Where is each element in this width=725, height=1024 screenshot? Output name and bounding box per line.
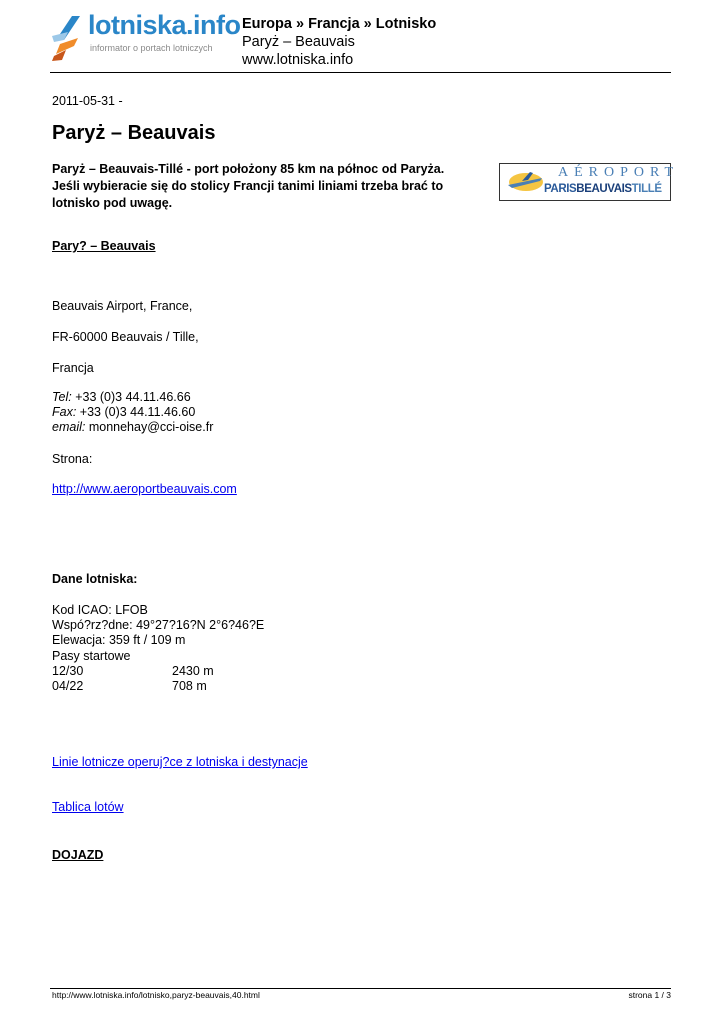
header-site: www.lotniska.info bbox=[242, 52, 354, 68]
runways-label: Pasy startowe bbox=[52, 649, 131, 663]
badge-top-text: AÉROPORT bbox=[558, 165, 680, 180]
airport-badge-image bbox=[499, 163, 680, 201]
publish-date: 2011-05-31 - bbox=[52, 94, 123, 108]
page-title: Paryż – Beauvais bbox=[52, 122, 216, 144]
airlines-link[interactable]: Linie lotnicze operuj?ce z lotniska i destynacje bbox=[52, 755, 308, 769]
address-line-1: Beauvais Airport, France, bbox=[52, 299, 193, 313]
runway-length: 708 m bbox=[172, 679, 207, 693]
breadcrumb: Europa » Francja » Lotnisko bbox=[242, 16, 437, 32]
coordinates: Wspó?rz?dne: 49°27?16?N 2°6?46?E bbox=[52, 618, 265, 632]
plane-logo-icon bbox=[50, 14, 84, 62]
intro-text: Paryż – Beauvais-Tillé - port położony 85 km na północ od Paryża. Jeśli wybieracie się do stolicy Francji tanimi liniami trzeba brać to lotnisko pod uwagę. bbox=[52, 162, 445, 210]
badge-bottom-text bbox=[544, 183, 662, 195]
badge-paris: PARIS bbox=[544, 183, 577, 195]
logo-wordmark: lotniska.info bbox=[88, 10, 241, 40]
contact-tel bbox=[52, 390, 191, 406]
runway-name: 04/22 bbox=[52, 679, 84, 693]
runway-name: 12/30 bbox=[52, 664, 84, 678]
runway-row bbox=[52, 679, 252, 695]
badge-beauvais: BEAUVAIS bbox=[576, 183, 632, 195]
page-header bbox=[242, 15, 436, 69]
footer-url: http://www.lotniska.info/lotnisko,paryz-beauvais,40.html bbox=[52, 990, 260, 1000]
plane-icon bbox=[504, 167, 546, 197]
contact-email bbox=[52, 420, 213, 436]
dojazd-heading: DOJAZD bbox=[52, 848, 104, 862]
runway-length: 2430 m bbox=[172, 664, 214, 678]
badge-tille: TILLÉ bbox=[631, 183, 662, 195]
site-logo[interactable] bbox=[50, 10, 241, 62]
website-label: Strona: bbox=[52, 452, 93, 466]
header-subtitle: Paryż – Beauvais bbox=[242, 34, 355, 50]
website-link[interactable]: http://www.aeroportbeauvais.com bbox=[52, 482, 237, 496]
header-divider bbox=[50, 72, 671, 73]
tel-label: Tel: bbox=[52, 390, 72, 404]
tel-value: +33 (0)3 44.11.46.66 bbox=[75, 390, 191, 404]
timetable-link[interactable]: Tablica lotów bbox=[52, 800, 124, 814]
fax-label: Fax: bbox=[52, 405, 77, 419]
runway-row bbox=[52, 664, 252, 680]
logo-tagline: informator o portach lotniczych bbox=[90, 43, 213, 53]
section-heading: Pary? – Beauvais bbox=[52, 239, 156, 253]
footer-page-number: strona 1 / 3 bbox=[628, 990, 671, 1000]
contact-fax bbox=[52, 405, 195, 421]
email-label: email: bbox=[52, 420, 86, 434]
footer-divider bbox=[50, 988, 671, 989]
airport-data-heading: Dane lotniska: bbox=[52, 572, 138, 586]
icao-code: Kod ICAO: LFOB bbox=[52, 603, 148, 617]
address-line-3: Francja bbox=[52, 361, 94, 375]
address-line-2: FR-60000 Beauvais / Tille, bbox=[52, 330, 199, 344]
email-value: monnehay@cci-oise.fr bbox=[88, 420, 214, 434]
elevation: Elewacja: 359 ft / 109 m bbox=[52, 633, 186, 647]
fax-value: +33 (0)3 44.11.46.60 bbox=[79, 405, 196, 419]
